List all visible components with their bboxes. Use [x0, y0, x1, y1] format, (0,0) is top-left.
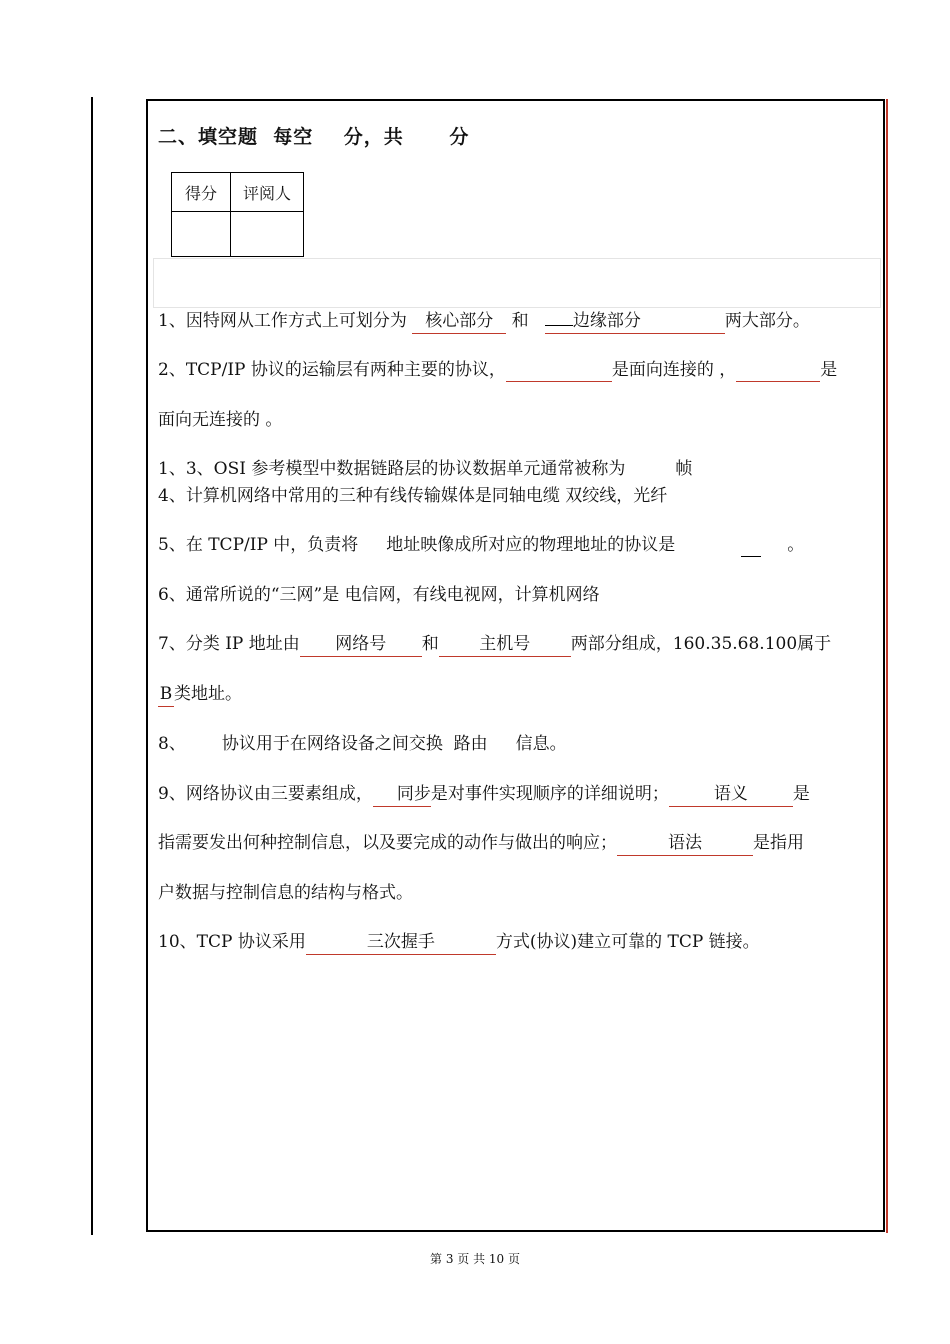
- answer-9b[interactable]: 语义: [669, 782, 793, 807]
- question-2-cont: 面向无连接的 。: [158, 410, 283, 430]
- question-3: 1、3、OSI 参考模型中数据链路层的协议数据单元通常被称为 帧: [158, 459, 693, 479]
- answer-7c[interactable]: B: [158, 682, 174, 707]
- question-10: 10、TCP 协议采用 三次握手 方式(协议)建立可靠的 TCP 链接。: [158, 930, 760, 955]
- answer-10[interactable]: 三次握手: [306, 930, 496, 955]
- answer-3[interactable]: 帧: [675, 459, 693, 479]
- answer-7a[interactable]: 网络号: [300, 632, 422, 657]
- answer-9c[interactable]: 语法: [617, 831, 753, 856]
- answer-7b[interactable]: 主机号: [439, 632, 571, 657]
- page-footer: 第 3 页 共 10 页: [430, 1252, 520, 1266]
- question-6: 6、通常所说的“三网”是 电信网，有线电视网，计算机网络: [158, 585, 600, 605]
- faint-box: [153, 258, 881, 308]
- reviewer-header: 评阅人: [231, 173, 304, 212]
- question-9: 9、网络协议由三要素组成， 同步是对事件实现顺序的详细说明； 语义 是: [158, 782, 810, 807]
- section-title: 二、填空题 每空 分，共 分: [158, 126, 470, 148]
- score-header: 得分: [172, 173, 231, 212]
- score-table: [171, 172, 304, 257]
- question-1: 1、因特网从工作方式上可划分为 核心部分 和 边缘部分 两大部分。: [158, 309, 810, 334]
- question-7-cont: B 类地址。: [158, 682, 242, 707]
- answer-8[interactable]: 路由: [453, 734, 488, 754]
- question-9-line3: 户数据与控制信息的结构与格式。: [158, 883, 413, 903]
- answer-1b[interactable]: 边缘部分: [545, 309, 725, 334]
- score-cell[interactable]: [172, 212, 231, 257]
- answer-9a[interactable]: 同步: [373, 782, 431, 807]
- question-8: 8、 协议用于在网络设备之间交换 路由 信息。: [158, 734, 567, 754]
- binding-line: [91, 97, 93, 1235]
- frame-red-edge: [886, 99, 888, 1233]
- question-7: 7、分类 IP 地址由 网络号 和 主机号 两部分组成，160.35.68.100属于: [158, 632, 831, 657]
- reviewer-cell[interactable]: [231, 212, 304, 257]
- answer-2b[interactable]: [736, 361, 820, 382]
- question-2: 2、TCP/IP 协议的运输层有两种主要的协议， 是面向连接的 ， 是: [158, 360, 838, 380]
- question-5: 5、在 TCP/IP 中，负责将 地址映像成所对应的物理地址的协议是 。: [158, 535, 805, 555]
- answer-1a[interactable]: 核心部分: [412, 309, 506, 334]
- answer-2a[interactable]: [506, 361, 612, 382]
- question-4: 4、计算机网络中常用的三种有线传输媒体是同轴电缆 双绞线，光纤: [158, 486, 668, 506]
- question-9-line2: 指需要发出何种控制信息，以及要完成的动作与做出的响应； 语法 是指用: [158, 831, 804, 856]
- answer-5[interactable]: [741, 536, 761, 557]
